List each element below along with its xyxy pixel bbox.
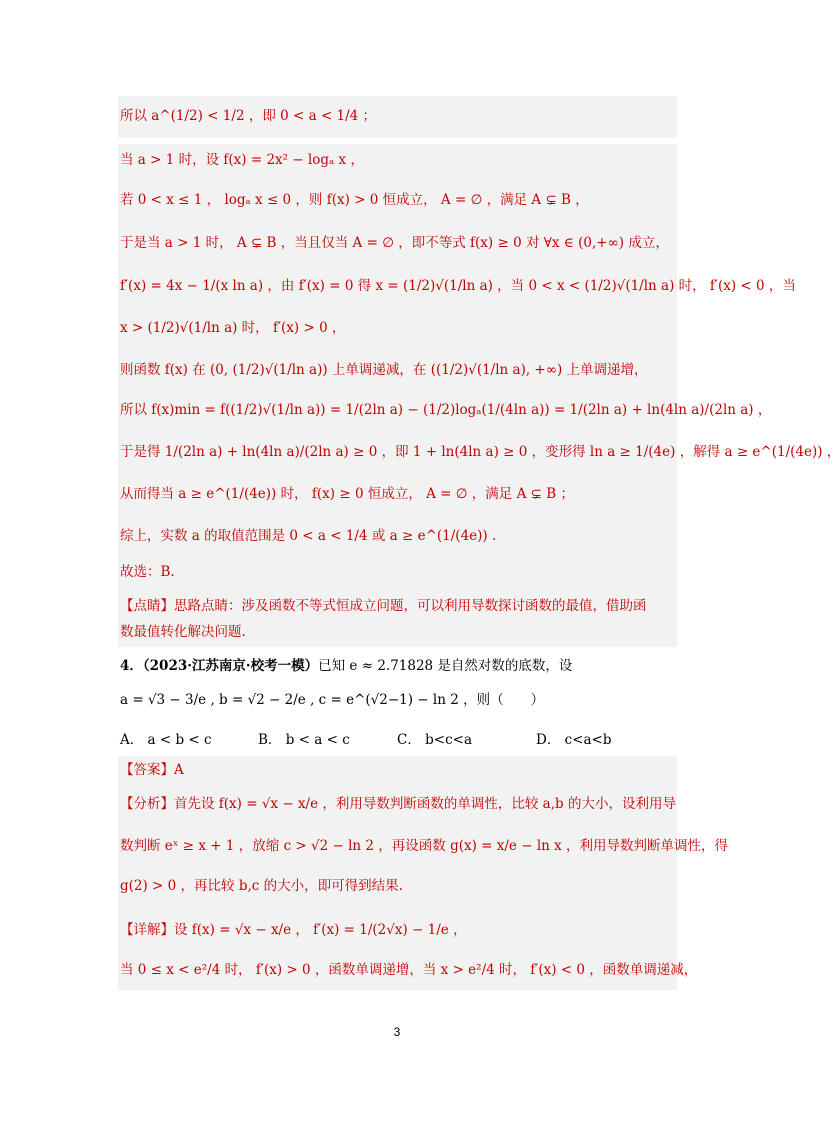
option-d[interactable]: D． c<a<b bbox=[536, 732, 612, 748]
solution-line-3: 若 0 < x ≤ 1 ， logₐ x ≤ 0 ，则 f(x) > 0 恒成立， A = ∅ ，满足 A ⊊ B ， bbox=[120, 192, 589, 208]
answer-panel bbox=[118, 756, 729, 990]
solution-line-6: x > (1/2)√(1/ln a) 时， f′(x) > 0 ， bbox=[120, 320, 346, 336]
solution-line-8: 所以 f(x)min = f((1/2)√(1/ln a)) = 1/(2ln a) − (1/2)logₐ(1/(4ln a)) = 1/(2ln a) + ln(4ln a)/(2ln a) ， bbox=[120, 402, 772, 418]
answer-label: 【答案】A bbox=[120, 762, 184, 778]
tip-line-1: 【点睛】思路点睛：涉及函数不等式恒成立问题，可以利用导数探讨函数的最值，借助函 bbox=[120, 598, 647, 614]
solution-line-2: 当 a > 1 时，设 f(x) = 2x² − logₐ x ， bbox=[120, 152, 364, 168]
solution-line-4: 于是当 a > 1 时， A ⊊ B ，当且仅当 A = ∅ ，即不等式 f(x) ≥ 0 对 ∀x ∈ (0,+∞) 成立， bbox=[120, 235, 669, 251]
option-c[interactable]: C． b<c<a bbox=[397, 732, 472, 748]
tip-line-2: 数最值转化解决问题. bbox=[120, 624, 246, 640]
analysis-line-2: 数判断 eˣ ≥ x + 1 ，放缩 c > √2 − ln 2 ，再设函数 g(x) = x/e − ln x ，利用导数判断单调性，得 bbox=[120, 838, 729, 854]
analysis-line-1: 【分析】首先设 f(x) = √x − x/e ，利用导数判断函数的单调性，比较 a,b 的大小，设利用导 bbox=[120, 796, 676, 812]
option-a[interactable]: A． a < b < c bbox=[120, 732, 212, 748]
solution-line-1: 所以 a^(1/2) < 1/2 ，即 0 < a < 1/4 ； bbox=[120, 108, 377, 124]
solution-line-11: 综上，实数 a 的取值范围是 0 < a < 1/4 或 a ≥ e^(1/(4e)) . bbox=[120, 528, 497, 544]
solution-line-9: 于是得 1/(2ln a) + ln(4ln a)/(2ln a) ≥ 0 ，即 1 + ln(4ln a) ≥ 0 ，变形得 ln a ≥ 1/(4e) ，解得 a ≥ e^(1/(4e)) ， bbox=[120, 444, 840, 460]
solution-line-5: f′(x) = 4x − 1/(x ln a) ，由 f′(x) = 0 得 x = (1/2)√(1/ln a) ，当 0 < x < (1/2)√(1/ln a) 时， f′(x) < 0 ，当 bbox=[120, 278, 796, 294]
question-header bbox=[120, 656, 676, 676]
question-stem: 已知 e ≈ 2.71828 是自然对数的底数，设 bbox=[318, 658, 573, 674]
page-number: 3 bbox=[393, 1025, 401, 1039]
detail-line-2: 当 0 ≤ x < e²/4 时， f′(x) > 0 ，函数单调递增，当 x > e²/4 时， f′(x) < 0 ，函数单调递减， bbox=[120, 962, 698, 978]
solution-line-7: 则函数 f(x) 在 (0, (1/2)√(1/ln a)) 上单调递减，在 ((1/2)√(1/ln a), +∞) 上单调递增， bbox=[120, 362, 648, 378]
question-number: 4． bbox=[120, 658, 143, 674]
detail-line-1: 【详解】设 f(x) = √x − x/e ， f′(x) = 1/(2√x) − 1/e ， bbox=[120, 922, 467, 938]
analysis-line-3: g(2) > 0 ，再比较 b,c 的大小，即可得到结果. bbox=[120, 878, 403, 894]
solution-line-12: 故选：B. bbox=[120, 564, 175, 580]
solution-line-10: 从而得当 a ≥ e^(1/(4e)) 时， f(x) ≥ 0 恒成立， A = ∅ ，满足 A ⊊ B ； bbox=[120, 486, 574, 502]
question-options bbox=[120, 728, 676, 748]
question-source: （2023·江苏南京·校考一模） bbox=[142, 658, 319, 674]
option-b[interactable]: B． b < a < c bbox=[258, 732, 350, 748]
question-formula: a = √3 − 3/e , b = √2 − 2/e , c = e^(√2−1) − ln 2 ，则（ ） bbox=[120, 692, 545, 708]
